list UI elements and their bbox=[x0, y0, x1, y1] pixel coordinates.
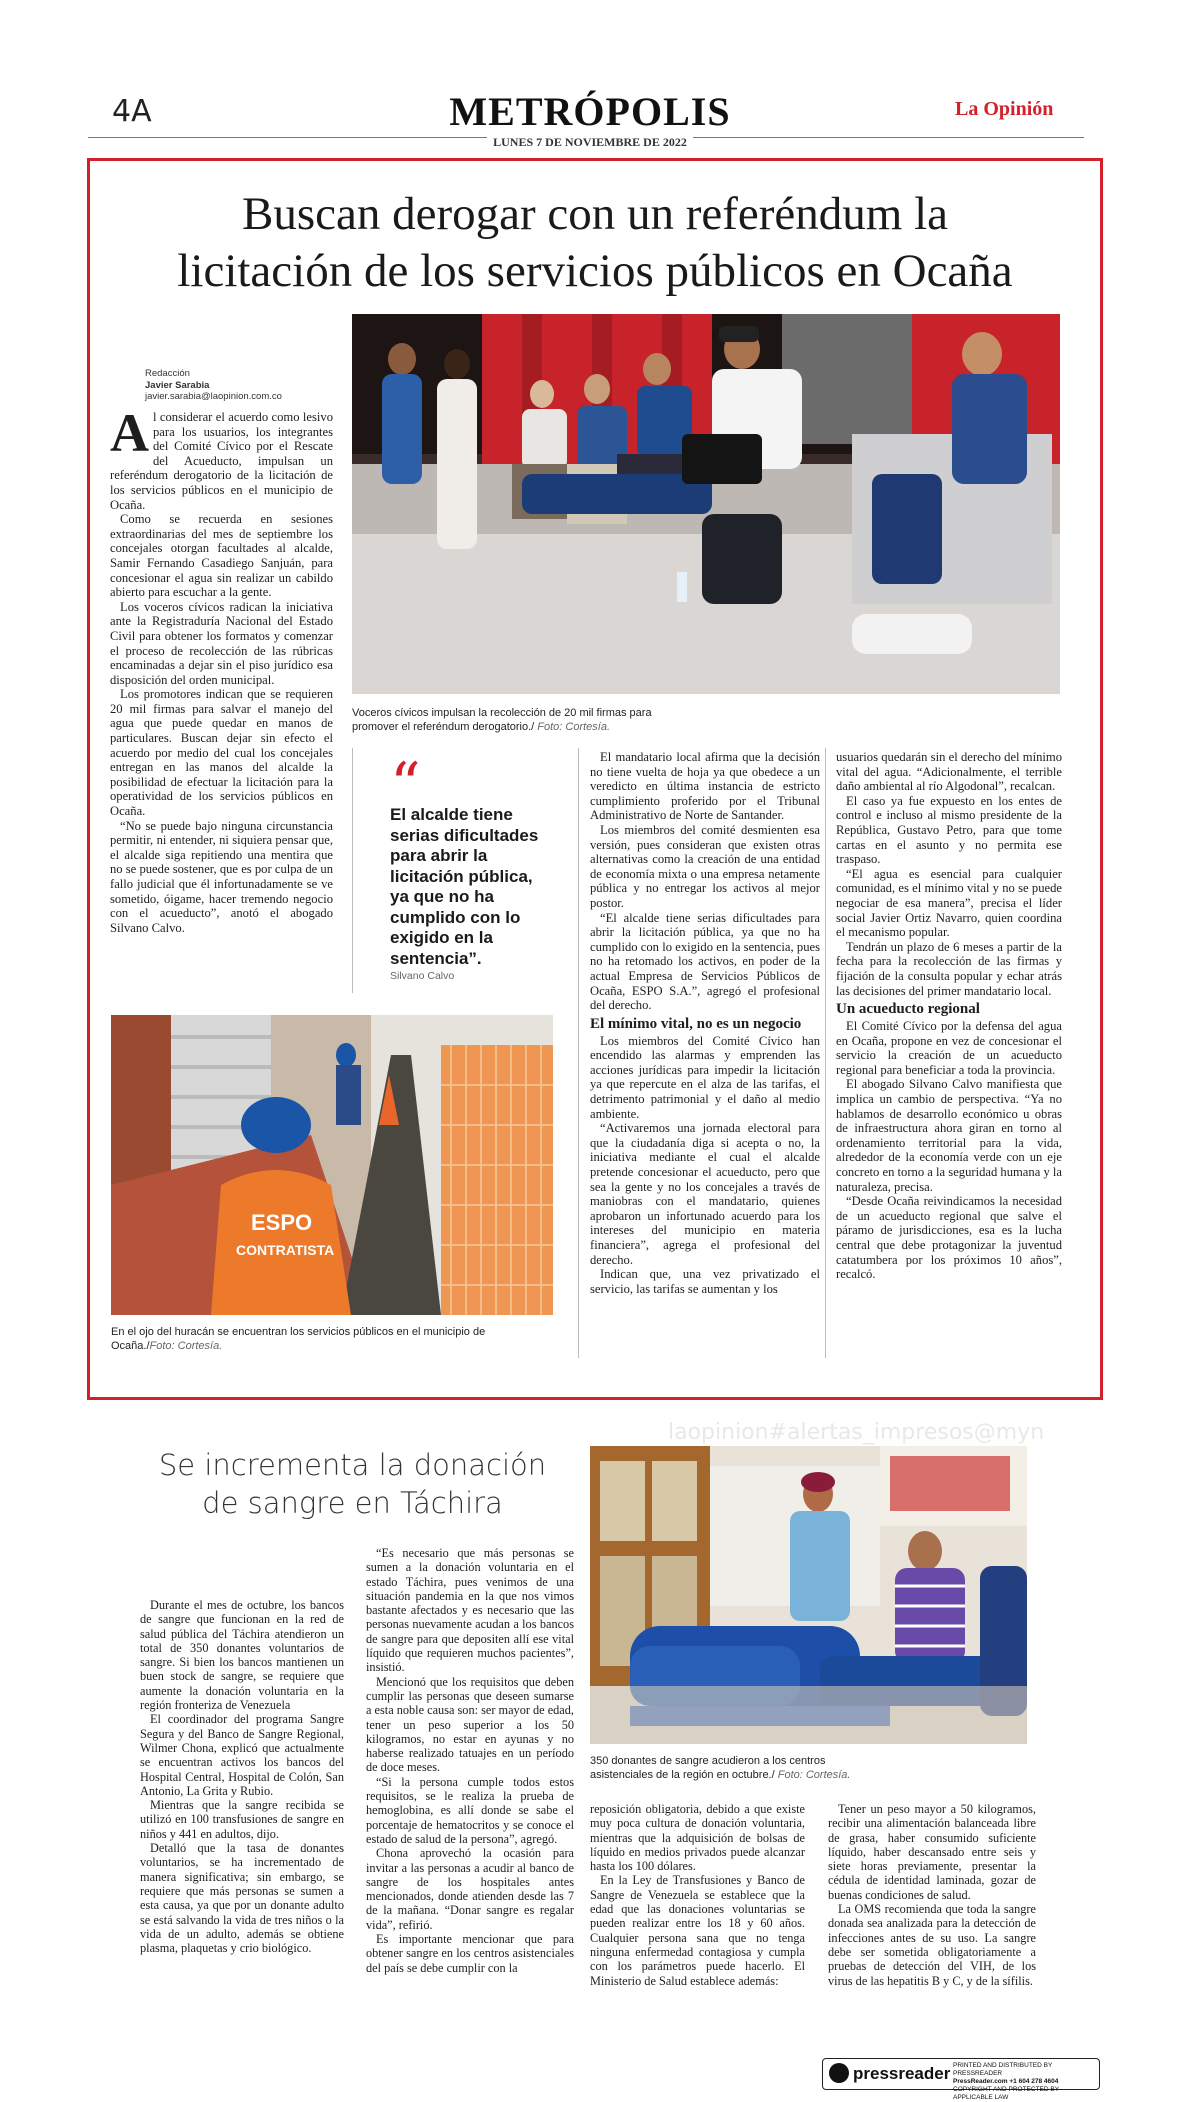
paragraph: “Es necesario que más personas se sumen a la donación voluntaria en el estado Táchira, pues venimos de una situación pandemia en la que nos vimos bastante afectados y es necesario que las personas nuevamente acudan a los bancos de sangre para que depositen allí ese vital líquido que requieren muchos pacientes”, insistió. bbox=[366, 1546, 574, 1675]
byline-role: Redacción bbox=[145, 368, 190, 379]
photo-credit: Foto: Cortesía. bbox=[777, 1769, 851, 1781]
paragraph: Durante el mes de octubre, los bancos de sangre que funcionan en la red de salud pública del Táchira atendieron un total de 350 donantes voluntarios de sangre. Si bien los bancos mantienen un buen stock de sangre, se requiere que aumente la donación voluntaria en la región fronteriza de Venezuela bbox=[140, 1598, 344, 1713]
watermark: laopinion#alertas_impresos@myn bbox=[668, 1420, 1045, 1445]
paragraph: Los voceros cívicos radican la iniciativa ante la Registraduría Nacional del Estado Civil para obtener los formatos y comenzar el proceso de recolección de las rúbricas encaminadas a dejar sin el piso jurídico esa disposición del orden municipal. bbox=[110, 599, 333, 687]
pressreader-logo-icon bbox=[829, 2063, 849, 2083]
paragraph: En la Ley de Transfusiones y Banco de Sangre de Venezuela se establece que la edad que las donaciones voluntarias se pueden realizar entre los 18 y 60 años. Cualquier persona sana que no tenga ninguna enfermedad contagiosa y cumpla con los parámetros puede hacerlo. El Ministerio de Salud establece además: bbox=[590, 1873, 805, 1988]
paragraph: “Desde Ocaña reivindicamos la necesidad de un acueducto regional que salve el páramo de jurisdicciones, esa es la lucha central que debe protagonizar la juventud catatumbera por los próximos 10 años”, recalcó. bbox=[836, 1194, 1062, 1282]
pull-quote-text: El alcalde tiene serias dificultades para abrir la licitación pública, ya que no ha cumplido con lo exigido en la sentencia”. bbox=[390, 805, 539, 968]
paragraph: El caso ya fue expuesto en los entes de control e incluso al mismo presidente de la República, Gustavo Petro, para que tome cartas en el asunto y no permita ese traspaso. bbox=[836, 793, 1062, 867]
paragraph: Mencionó que los requisitos que deben cumplir las personas que deseen sumarse a esta noble causa son: ser mayor de edad, tener un peso superior a los 50 kilogramos, no estar en ayunas y no haberse realizado tatuajes en un período de doce meses. bbox=[366, 1674, 574, 1775]
paragraph: Como se recuerda en sesiones extraordinarias del mes de septiembre los concejales otorgan facultades al alcalde, Samir Fernando Casadiego Sanjuán, para concesionar el agua sin realizar un cabildo abierto para escuchar a la gente. bbox=[110, 512, 333, 600]
dateline-text: LUNES 7 DE NOVIEMBRE DE 2022 bbox=[487, 135, 693, 149]
headline-line-2: licitación de los servicios públicos en Ocaña bbox=[177, 245, 1013, 297]
headline-line-1: Buscan derogar con un referéndum la bbox=[241, 188, 948, 240]
contractor-photo bbox=[111, 1015, 553, 1315]
paragraph: El coordinador del programa Sangre Segura y del Banco de Sangre Regional, Wilmer Chona, explicó que actualmente se encuentran activos los bancos del Hospital Central, Hospital de Colón, San Antonio, La Grita y Rubio. bbox=[140, 1712, 344, 1798]
paragraph: “No se puede bajo ninguna circunstancia permitir, ni entender, ni siquiera pensar que, el alcalde siga repitiendo una mentira que no se puede sostener, que es por culpa de un fallo judicial que él infortunadamente se ve sometido, óigame, hacer tremendo negocio con el acueducto”, anotó el abogado Silvano Calvo. bbox=[110, 818, 333, 935]
drop-cap: A bbox=[110, 403, 149, 463]
vest-text: ESPO bbox=[251, 1210, 313, 1235]
quote-mark-icon: “ bbox=[390, 750, 421, 820]
subheading: Un acueducto regional bbox=[836, 1001, 980, 1018]
byline-name: Javier Sarabia bbox=[145, 379, 210, 391]
photo1-caption bbox=[352, 706, 682, 734]
blood-donation-photo bbox=[590, 1446, 1027, 1744]
paragraph: Los miembros del Comité Cívico han encendido las alarmas y emprenden las acciones jurídicas para impedir la licitación ya que repercute en el alza de las tarifas, el detrimento patrimonial y el daño al medio ambiente. bbox=[590, 1033, 820, 1121]
dateline bbox=[0, 135, 1180, 150]
pressreader-notice bbox=[953, 2062, 1095, 2102]
vest-text: CONTRATISTA bbox=[236, 1242, 335, 1258]
paragraph: reposición obligatoria, debido a que existe muy poca cultura de donación voluntaria, mientras que la adquisición de bolsas de líquido en medios privados puede alcanzar hasta los 100 dólares. bbox=[590, 1802, 805, 1874]
column-rule bbox=[825, 748, 826, 1358]
headline-line-1: Se incrementa la donación bbox=[158, 1448, 547, 1482]
paragraph bbox=[110, 403, 333, 512]
paragraph: Indican que, una vez privatizado el servicio, las tarifas se aumentan y los bbox=[590, 1267, 820, 1296]
paragraph: Mientras que la sangre recibida se utilizó en 100 transfusiones de sangre en niños y 441 en adultos, dijo. bbox=[140, 1798, 344, 1841]
blood-donation-photo-image bbox=[590, 1446, 1027, 1744]
photo2-caption bbox=[111, 1325, 541, 1353]
article2-column-4 bbox=[828, 1802, 1036, 1988]
contractor-photo-image bbox=[111, 1015, 553, 1315]
article2-column-3 bbox=[590, 1802, 805, 1988]
paragraph-text: l considerar el acuerdo como lesivo para los usuarios, los integrantes del Comité Cívico por el Rescate del Acueducto, impulsan un referéndum derogatorio de la licitación de los servicios públicos en el municipio de Ocaña. bbox=[110, 410, 333, 512]
photo3-caption bbox=[590, 1754, 890, 1782]
paragraph: usuarios quedarán sin el derecho del mínimo vital del agua. “Adicionalmente, el terrible daño ambiental al río Algodonal”, recalcan. bbox=[836, 750, 1062, 794]
paragraph: Los promotores indican que se requieren 20 mil firmas para salvar el manejo del agua que puede quedar en manos de particulares. Buscan dejar sin efecto el acuerdo por medio del cual los concejales entregan en las manos del alcalde la posibilidad de efectuar la licitación para la operatividad de los servicios públicos en Ocaña. bbox=[110, 687, 333, 819]
event-photo-image bbox=[352, 314, 1060, 694]
caption-text: 350 donantes de sangre acudieron a los centros asistenciales de la región en octubre./ bbox=[590, 1755, 826, 1781]
caption-text: En el ojo del huracán se encuentran los servicios públicos en el municipio de Ocaña./ bbox=[111, 1326, 486, 1352]
paragraph: “Si la persona cumple todos estos requisitos, se le realiza la prueba de hemoglobina, es allí donde se sabe el porcentaje de hematocritos y se conoce el estado de salud de la persona”, agregó. bbox=[366, 1774, 574, 1846]
paragraph: Tendrán un plazo de 6 meses a partir de la fecha para la recolección de las firmas y fijación de la consulta popular y echar atrás las decisiones del primer mandatario local. bbox=[836, 939, 1062, 998]
newspaper-brand: La Opinión bbox=[955, 98, 1054, 120]
subheading: El mínimo vital, no es un negocio bbox=[590, 1015, 802, 1032]
byline-email: javier.sarabia@laopinion.com.co bbox=[145, 391, 282, 402]
paragraph: “Activaremos una jornada electoral para que la ciudadanía diga si acepta o no, la iniciativa mediante el cual el alcalde pretende concesionar el acueducto, pero que sea la gente y no los concejales a través de maniobras con el mandatario, quienes aprobaron un infortunado acuerdo para los intereses del municipio en materia financiera”, agrega el profesional del derecho. bbox=[590, 1121, 820, 1267]
event-photo bbox=[352, 314, 1060, 694]
article1-headline bbox=[95, 186, 1095, 300]
caption-text: Voceros cívicos impulsan la recolección de 20 mil firmas para promover el referéndum derogatorio./ bbox=[352, 707, 652, 733]
article2-column-2 bbox=[366, 1546, 574, 1975]
paragraph: La OMS recomienda que toda la sangre donada sea analizada para la detección de infecciones antes de su uso. La sangre debe ser sometida obligatoriamente a pruebas de detección del VIH, de los virus de las hepatitis B y C, y de la sífilis. bbox=[828, 1902, 1036, 1988]
article1-column-3 bbox=[590, 750, 820, 1296]
paragraph: El abogado Silvano Calvo manifiesta que implica un cambio de perspectiva. “Ya no hablamos de desarrollo económico u obras de infraestructura ahora giran en torno al ordenamiento territorial para la vida, alrededor de la economía verde con un eje concreto en torno a la seguridad humana y la naturaleza, precisa. bbox=[836, 1077, 1062, 1194]
photo-credit: Foto: Cortesía. bbox=[149, 1340, 223, 1352]
notice-line-3: COPYRIGHT AND PROTECTED BY APPLICABLE LAW bbox=[953, 2086, 1059, 2101]
pull-quote-rule bbox=[352, 748, 353, 993]
paragraph: Es importante mencionar que para obtener sangre en los centros asistenciales del país se debe cumplir con la bbox=[366, 1932, 574, 1975]
notice-line-1: PRINTED AND DISTRIBUTED BY PRESSREADER bbox=[953, 2062, 1053, 2077]
paragraph: Los miembros del comité desmienten esa versión, pues consideran que existen otras alternativas como la creación de una entidad de economía mixta o una empresa netamente pública y no entregar los activos al mejor postor. bbox=[590, 822, 820, 910]
paragraph: El mandatario local afirma que la decisión no tiene vuelta de hoja ya que obedece a un veredicto en última instancia de estricto cumplimiento proferido por el Tribunal Administrativo de Norte de Santander. bbox=[590, 750, 820, 823]
pull-quote-author: Silvano Calvo bbox=[390, 970, 455, 982]
paragraph: El Comité Cívico por la defensa del agua en Ocaña, propone en vez de concesionar el servicio la creación de un acueducto regional para beneficiar a toda la provincia. bbox=[836, 1019, 1062, 1077]
article1-column-4 bbox=[836, 750, 1062, 1282]
pressreader-logo-text: pressreader bbox=[853, 2064, 951, 2083]
section-title: METRÓPOLIS bbox=[449, 89, 731, 134]
photo-credit: Foto: Cortesía. bbox=[537, 721, 611, 733]
paragraph: Chona aprovechó la ocasión para invitar a las personas a acudir al banco de sangre de los hospitales antes mencionados, donde atienden desde las 7 de la mañana. “Donar sangre es regalar vida”, refirió. bbox=[366, 1846, 574, 1932]
headline-line-2: de sangre en Táchira bbox=[202, 1486, 503, 1520]
article2-column-1 bbox=[140, 1598, 344, 1955]
paragraph: “El agua es esencial para cualquier comunidad, es el mínimo vital y no se puede negociar de esa manera”, precisa el líder social Javier Ortiz Navarro, quien coordina el mecanismo popular. bbox=[836, 866, 1062, 940]
column-rule bbox=[578, 748, 579, 1358]
pressreader-badge[interactable] bbox=[822, 2058, 1100, 2101]
paragraph: “El alcalde tiene serias dificultades para abrir la licitación pública, ya que no ha cumplido con lo exigido en la sentencia, pues no ha retomado los activos, en poder de la actual Empresa de Servicios Públicos de Ocaña, ESPO S.A.”, agregó el profesional del derecho. bbox=[590, 910, 820, 1013]
article1-column-1 bbox=[110, 403, 333, 935]
page-number: 4A bbox=[112, 94, 152, 129]
article2-headline bbox=[120, 1446, 585, 1522]
notice-line-2: PressReader.com +1 604 278 4604 bbox=[953, 2078, 1059, 2085]
paragraph: Tener un peso mayor a 50 kilogramos, recibir una alimentación balanceada libre de grasa, haber consumido suficiente líquido, haber descansado entre seis y siete horas previamente, presentar la cédula de identidad laminada, gozar de buenas condiciones de salud. bbox=[828, 1802, 1036, 1902]
byline bbox=[145, 368, 282, 403]
paragraph: Detalló que la tasa de donantes voluntarios, se ha incrementado de manera significativa; sin embargo, se requiere que más personas se sumen a esta causa, ya que por un donante adulto se está salvando la vida de tres niños o la vida de un adulto, además se obtiene plasma, plaquetas y crio biológico. bbox=[140, 1841, 344, 1956]
